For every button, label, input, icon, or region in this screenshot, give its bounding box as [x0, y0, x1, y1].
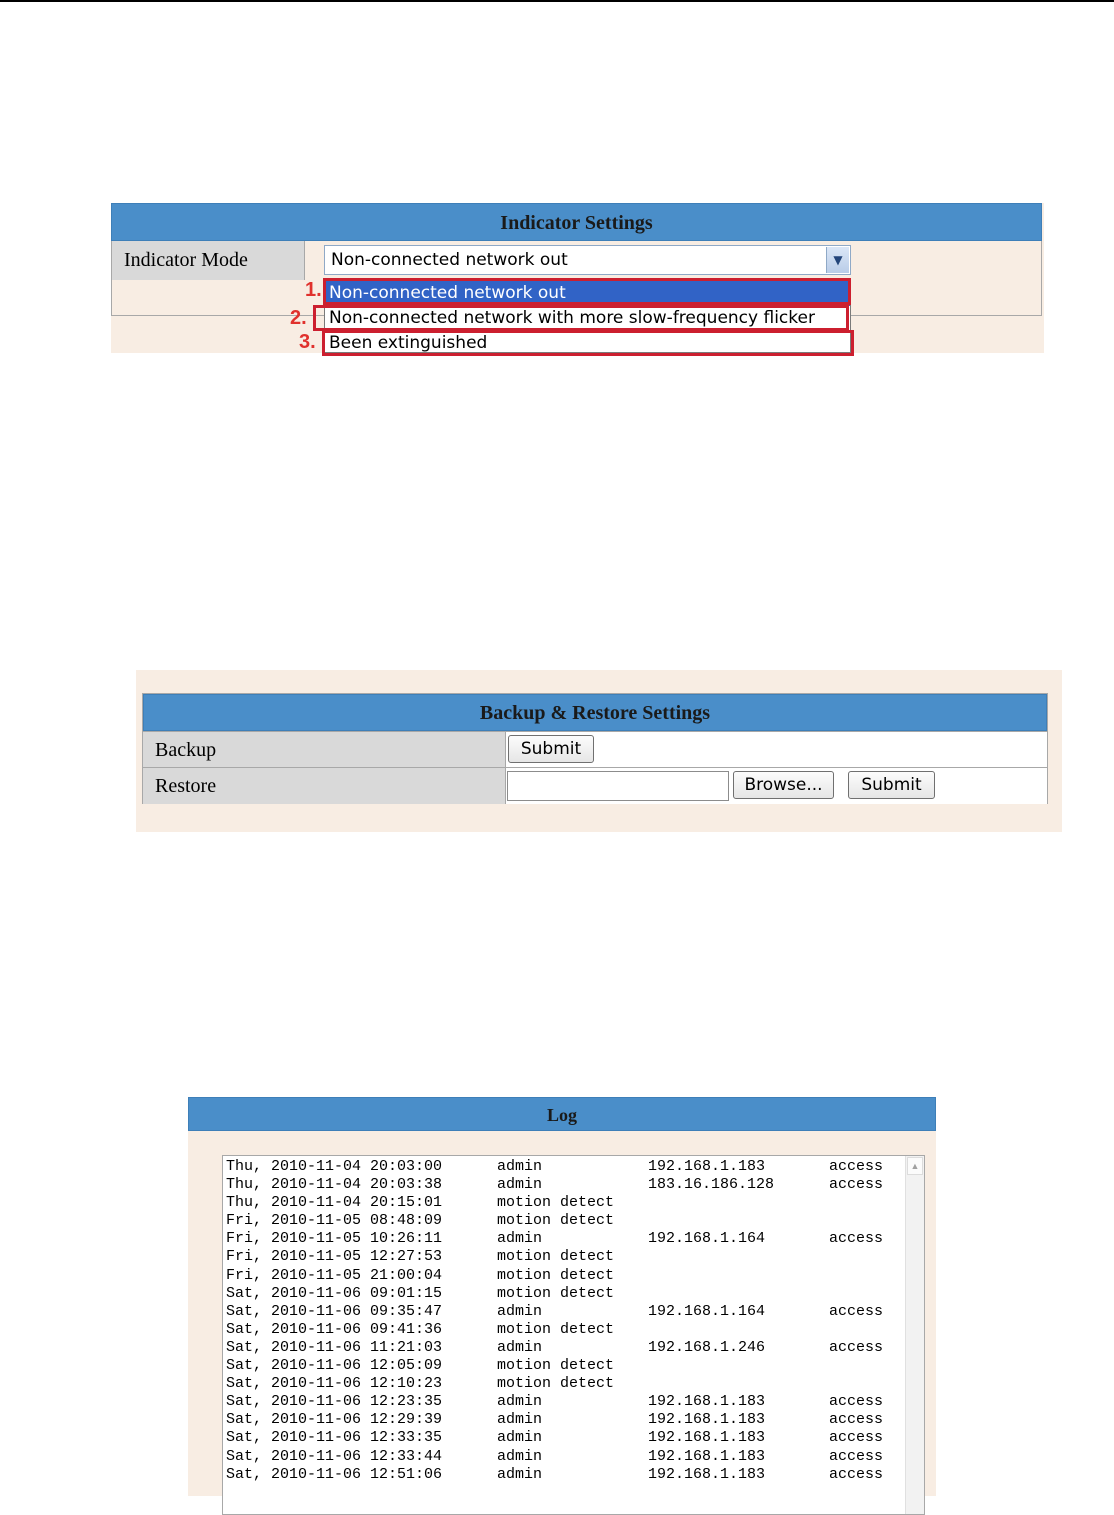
annotation-box-2	[313, 305, 849, 331]
log-user: admin	[497, 1393, 543, 1411]
restore-submit-button[interactable]: Submit	[848, 771, 935, 799]
log-row	[226, 1303, 904, 1321]
log-ip: 192.168.1.183	[648, 1393, 766, 1411]
log-timestamp: Sat, 2010-11-06 12:10:23	[226, 1375, 443, 1393]
log-ip: 192.168.1.183	[648, 1158, 766, 1175]
log-timestamp: Fri, 2010-11-05 10:26:11	[226, 1230, 443, 1248]
log-user: motion detect	[497, 1248, 615, 1266]
log-ip: 192.168.1.183	[648, 1411, 766, 1429]
log-textarea[interactable]	[222, 1155, 925, 1515]
backup-submit-button[interactable]: Submit	[508, 735, 594, 763]
annotation-number-1: 1.	[305, 279, 322, 301]
log-timestamp: Fri, 2010-11-05 21:00:04	[226, 1266, 443, 1284]
log-ip: 192.168.1.183	[648, 1447, 766, 1465]
indicator-settings-title: Indicator Settings	[111, 203, 1042, 241]
backup-row	[143, 731, 1047, 768]
backup-restore-table	[142, 693, 1048, 804]
indicator-mode-selected-value: Non-connected network out	[331, 250, 568, 270]
log-row	[226, 1339, 904, 1357]
log-row	[226, 1267, 904, 1285]
log-timestamp: Thu, 2010-11-04 20:03:00	[226, 1158, 443, 1175]
log-timestamp: Sat, 2010-11-06 12:23:35	[226, 1393, 443, 1411]
log-ip: 192.168.1.246	[648, 1338, 766, 1356]
page-top-rule	[0, 0, 1114, 2]
log-user: admin	[497, 1230, 543, 1248]
log-user: motion detect	[497, 1212, 615, 1230]
log-title: Log	[188, 1097, 936, 1131]
log-row	[226, 1357, 904, 1375]
log-ip: 192.168.1.164	[648, 1302, 766, 1320]
log-timestamp: Thu, 2010-11-04 20:15:01	[226, 1194, 443, 1212]
dropdown-option-1[interactable]: Non-connected network out	[325, 281, 850, 306]
log-row	[226, 1176, 904, 1194]
log-timestamp: Sat, 2010-11-06 12:33:44	[226, 1447, 443, 1465]
log-action: access	[829, 1158, 884, 1175]
log-timestamp: Fri, 2010-11-05 12:27:53	[226, 1248, 443, 1266]
log-user: motion detect	[497, 1357, 615, 1375]
log-row	[226, 1230, 904, 1248]
log-entries	[226, 1158, 904, 1484]
log-row	[226, 1466, 904, 1484]
log-row	[226, 1411, 904, 1429]
log-action: access	[829, 1465, 884, 1483]
log-user: admin	[497, 1338, 543, 1356]
indicator-mode-label: Indicator Mode	[112, 241, 305, 280]
log-user: motion detect	[497, 1266, 615, 1284]
annotation-box-3	[322, 330, 854, 356]
log-user: admin	[497, 1302, 543, 1320]
log-timestamp: Sat, 2010-11-06 12:33:35	[226, 1429, 443, 1447]
log-user: motion detect	[497, 1375, 615, 1393]
log-timestamp: Thu, 2010-11-04 20:03:38	[226, 1176, 443, 1194]
log-timestamp: Sat, 2010-11-06 09:01:15	[226, 1284, 443, 1302]
log-row	[226, 1393, 904, 1411]
log-row	[226, 1285, 904, 1303]
log-row	[226, 1375, 904, 1393]
log-row	[226, 1194, 904, 1212]
log-user: motion detect	[497, 1194, 615, 1212]
log-scrollbar[interactable]	[905, 1156, 924, 1514]
log-row	[226, 1429, 904, 1447]
log-action: access	[829, 1411, 884, 1429]
log-timestamp: Sat, 2010-11-06 12:29:39	[226, 1411, 443, 1429]
log-row	[226, 1448, 904, 1466]
backup-restore-panel	[136, 670, 1062, 832]
log-user: motion detect	[497, 1284, 615, 1302]
log-action: access	[829, 1230, 884, 1248]
chevron-up-icon[interactable]: ▲	[907, 1157, 923, 1175]
log-row	[226, 1321, 904, 1339]
browse-button[interactable]: Browse...	[733, 771, 834, 799]
log-timestamp: Sat, 2010-11-06 11:21:03	[226, 1338, 443, 1356]
backup-label: Backup	[143, 732, 506, 768]
dropdown-option-2[interactable]: Non-connected network with more slow-frequency flicker	[329, 308, 815, 328]
restore-file-input[interactable]	[507, 771, 729, 801]
log-action: access	[829, 1338, 884, 1356]
annotation-number-3: 3.	[299, 331, 316, 353]
indicator-settings-panel	[111, 203, 1044, 353]
log-row	[226, 1212, 904, 1230]
restore-row	[143, 767, 1047, 804]
log-action: access	[829, 1302, 884, 1320]
log-action: access	[829, 1176, 884, 1194]
log-timestamp: Sat, 2010-11-06 12:51:06	[226, 1465, 443, 1483]
restore-label: Restore	[143, 768, 506, 804]
log-row	[226, 1248, 904, 1266]
log-timestamp: Sat, 2010-11-06 12:05:09	[226, 1357, 443, 1375]
log-action: access	[829, 1429, 884, 1447]
indicator-mode-select[interactable]	[324, 245, 851, 275]
log-timestamp: Fri, 2010-11-05 08:48:09	[226, 1212, 443, 1230]
log-ip: 192.168.1.164	[648, 1230, 766, 1248]
log-user: admin	[497, 1176, 543, 1194]
log-user: admin	[497, 1447, 543, 1465]
log-user: admin	[497, 1429, 543, 1447]
log-user: admin	[497, 1465, 543, 1483]
log-user: admin	[497, 1158, 543, 1175]
log-timestamp: Sat, 2010-11-06 09:41:36	[226, 1320, 443, 1338]
log-ip: 183.16.186.128	[648, 1176, 775, 1194]
log-user: motion detect	[497, 1320, 615, 1338]
log-panel	[188, 1097, 936, 1496]
dropdown-option-3[interactable]: Been extinguished	[329, 333, 488, 353]
chevron-down-icon[interactable]: ▼	[826, 247, 849, 273]
log-action: access	[829, 1447, 884, 1465]
backup-restore-title: Backup & Restore Settings	[143, 694, 1047, 731]
log-ip: 192.168.1.183	[648, 1465, 766, 1483]
log-row	[226, 1158, 904, 1176]
log-ip: 192.168.1.183	[648, 1429, 766, 1447]
log-user: admin	[497, 1411, 543, 1429]
annotation-number-2: 2.	[290, 307, 307, 329]
log-action: access	[829, 1393, 884, 1411]
annotation-box-1	[323, 278, 851, 305]
log-timestamp: Sat, 2010-11-06 09:35:47	[226, 1302, 443, 1320]
